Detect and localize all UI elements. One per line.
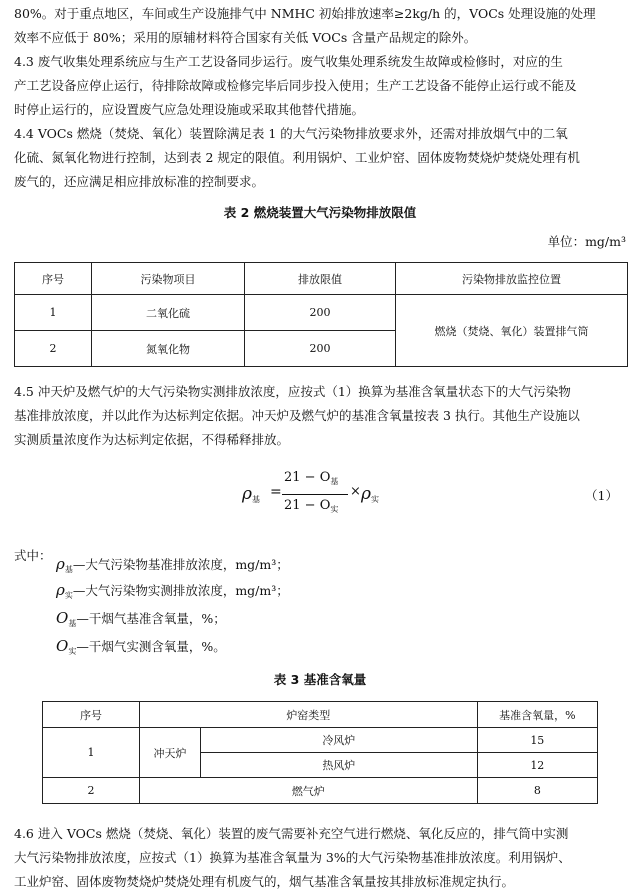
table3-cell: 冲天炉 [140,728,201,778]
table2-cell: 氮氧化物 [92,331,245,367]
table3-cell: 2 [43,778,140,804]
paragraph-4-5 [14,380,626,452]
formula-equals: = [270,484,282,500]
paragraph-4-4 [14,122,626,194]
table2-unit: 单位：mg/m³ [547,234,626,249]
table3-cell: 热风炉 [201,753,478,778]
table3-cell: 燃气炉 [140,778,478,804]
formula-rho-actual: $\rho_实$ [361,484,379,504]
table2-header-no: 序号 [15,263,92,295]
paragraph-4-3 [14,50,626,122]
table3-header-oxygen: 基准含氧量，% [477,702,597,728]
table3-header-type: 炉窑类型 [140,702,478,728]
table2-caption: 表 2 燃烧装置大气污染物排放限值 [223,205,417,220]
fraction-bar [282,494,348,495]
table2 [14,262,628,367]
formula-times: × [350,484,361,499]
equation-number: （1） [585,488,618,503]
text-line: 时停止运行的，应设置废气应急处理设施或采取其他替代措施。 [14,102,365,117]
formula-rho-base: $\rho_基$ [242,484,260,504]
formula-numerator: $21 - O_基$ [284,470,339,486]
table3-header-no: 序号 [43,702,140,728]
table2-cell: 200 [245,331,396,367]
def-rho-actual: $\rho_实—$大气污染物实测排放浓度，mg/m³； [56,581,289,600]
table3-cell: 8 [477,778,597,804]
def-o-base: $O_基—$干烟气基准含氧量，%； [56,609,226,628]
table2-header-limit: 排放限值 [245,263,396,295]
table2-header-pollutant: 污染物项目 [92,263,245,295]
def-rho-base: $\rho_基—$大气污染物基准排放浓度，mg/m³； [56,555,289,574]
table-row [15,295,628,331]
text-line: 4.3 废气收集处理系统应与生产工艺设备同步运行。废气收集处理系统发生故障或检修时，对应的生 [14,54,563,69]
table3 [42,701,598,804]
paragraph-4-6 [14,822,626,894]
table3-cell: 15 [477,728,597,753]
table2-cell: 二氧化硫 [92,295,245,331]
text-line: 80%。对于重点地区，车间或生产设施排气中 NMHC 初始排放速率≥2kg/h 的，VOCs 处理设施的处理 [14,6,596,21]
defs-intro: 式中： [14,548,52,563]
table2-header-location: 污染物排放监控位置 [396,263,628,295]
text-line: 产工艺设备应停止运行，待排除故障或检修完毕后同步投入使用；生产工艺设备不能停止运行或不能及 [14,78,577,93]
table2-cell: 2 [15,331,92,367]
text-line: 4.6 进入 VOCs 燃烧（焚烧、氧化）装置的废气需要补充空气进行燃烧、氧化反应的，排气筒中实测 [14,826,569,841]
table2-cell: 1 [15,295,92,331]
table3-caption: 表 3 基准含氧量 [273,672,367,687]
table2-cell: 200 [245,295,396,331]
formula-denominator: $21 - O_实$ [284,498,339,514]
table3-cell: 冷风炉 [201,728,478,753]
text-line: 4.4 VOCs 燃烧（焚烧、氧化）装置除满足表 1 的大气污染物排放要求外，还需对排放烟气中的二氧 [14,126,568,141]
text-line: 基准排放浓度，并以此作为达标判定依据。冲天炉及燃气炉的基准含氧量按表 3 执行。其他生产设施以 [14,408,580,423]
paragraph-intro [14,2,626,50]
def-o-actual: $O_实—$干烟气实测含氧量，%。 [56,637,226,656]
text-line: 大气污染物排放浓度，应按式（1）换算为基准含氧量为 3%的大气污染物基准排放浓度。利用锅炉、 [14,850,571,865]
text-line: 实测质量浓度作为达标判定依据，不得稀释排放。 [14,432,290,447]
text-line: 废气的，还应满足相应排放标准的控制要求。 [14,174,265,189]
text-line: 工业炉窑、固体废物焚烧炉焚烧处理有机废气的，烟气基准含氧量按其排放标准规定执行。 [14,874,515,889]
text-line: 4.5 冲天炉及燃气炉的大气污染物实测排放浓度，应按式（1）换算为基准含氧量状态下的大气污染物 [14,384,571,399]
formula-1 [240,470,380,522]
table3-cell: 1 [43,728,140,778]
text-line: 化硫、氮氧化物进行控制，达到表 2 规定的限值。利用锅炉、工业炉窑、固体废物焚烧炉焚烧处理有机 [14,150,580,165]
text-line: 效率不应低于 80%；采用的原辅材料符合国家有关低 VOCs 含量产品规定的除外。 [14,30,477,45]
table-row [43,728,598,753]
table2-location-cell: 燃烧（焚烧、氧化）装置排气筒 [396,295,628,367]
table-row [43,778,598,804]
table3-cell: 12 [477,753,597,778]
